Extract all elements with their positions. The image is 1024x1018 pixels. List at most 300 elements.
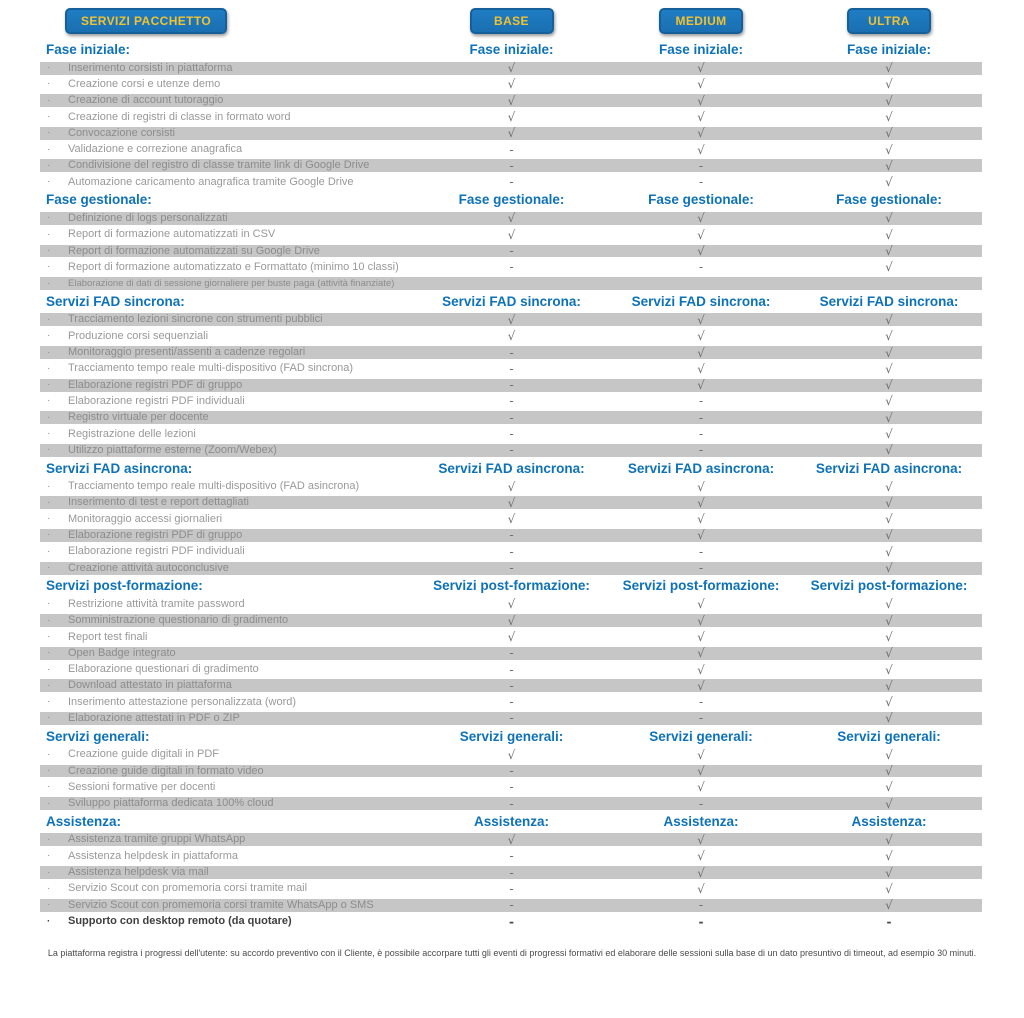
table-row: [40, 93, 982, 109]
service-label-cell: [40, 213, 417, 224]
service-label: Elaborazione attestati in PDF o ZIP: [68, 712, 240, 724]
service-label: Registro virtuale per docente: [68, 412, 209, 424]
bullet-icon: ·: [47, 395, 51, 407]
service-label-cell: [40, 798, 417, 809]
check-mark: √: [697, 211, 705, 226]
section-title: Servizi FAD sincrona:: [442, 293, 581, 309]
table-row: [40, 913, 982, 929]
table-row: [40, 796, 982, 812]
dash-mark: -: [509, 780, 514, 795]
medium-plan-button[interactable]: MEDIUM: [659, 8, 743, 34]
check-mark: √: [507, 479, 516, 494]
service-label-cell: [40, 851, 417, 862]
section-title: Servizi generali:: [459, 728, 564, 744]
service-label-cell: [40, 664, 417, 675]
section-title: Servizi generali:: [837, 728, 941, 744]
check-mark: √: [885, 796, 893, 811]
dash-mark: -: [509, 695, 514, 710]
bullet-icon: ·: [47, 615, 51, 626]
service-label-cell: [40, 363, 417, 374]
check-mark: √: [885, 361, 893, 376]
service-label-cell: [40, 916, 417, 927]
table-row: [40, 426, 982, 442]
table-row: [40, 897, 982, 913]
bullet-icon: ·: [47, 749, 51, 760]
check-mark: √: [885, 410, 893, 425]
bullet-icon: ·: [47, 261, 51, 273]
check-mark: √: [885, 211, 893, 226]
check-mark: √: [697, 227, 705, 242]
section-title: Servizi FAD asincrona:: [438, 460, 585, 476]
section-title: Fase gestionale:: [836, 192, 942, 208]
service-label: Convocazione corsisti: [68, 127, 175, 139]
check-mark: √: [697, 495, 705, 510]
bullet-icon: ·: [47, 176, 51, 188]
service-label: Inserimento corsisti in piattaforma: [68, 62, 233, 74]
check-mark: √: [885, 260, 893, 275]
check-mark: √: [697, 613, 705, 628]
bullet-icon: ·: [47, 497, 51, 508]
dash-mark: -: [698, 175, 704, 190]
check-mark: √: [697, 61, 705, 76]
servizi-pacchetto-button[interactable]: SERVIZI PACCHETTO: [65, 8, 227, 34]
check-mark: √: [507, 747, 516, 762]
check-mark: √: [885, 646, 893, 661]
bullet-icon: ·: [47, 412, 51, 423]
check-mark: √: [885, 126, 893, 141]
bullet-icon: ·: [47, 680, 51, 691]
service-label-cell: [40, 229, 417, 240]
check-mark: √: [697, 110, 705, 125]
check-mark: √: [697, 142, 705, 157]
dash-mark: -: [698, 394, 704, 409]
check-mark: √: [885, 77, 893, 92]
table-row: [40, 678, 982, 694]
table-row: [40, 227, 982, 243]
check-mark: √: [507, 613, 516, 628]
bullet-icon: ·: [47, 513, 51, 525]
dash-mark: -: [509, 394, 514, 409]
section-header-row: [40, 40, 982, 60]
service-label: Assistenza helpdesk in piattaforma: [68, 850, 238, 862]
dash-mark: -: [509, 260, 514, 275]
service-label-cell: [40, 834, 417, 845]
service-label: Validazione e correzione anagrafica: [68, 144, 243, 156]
bullet-icon: ·: [47, 212, 51, 224]
service-label-cell: [40, 79, 417, 90]
table-row: [40, 141, 982, 157]
check-mark: √: [697, 764, 705, 779]
check-mark: √: [885, 93, 893, 108]
service-label: Definizione di logs personalizzati: [68, 212, 228, 224]
section-title: Servizi FAD asincrona:: [627, 460, 775, 476]
check-mark: √: [885, 312, 893, 327]
bullet-icon: ·: [47, 78, 51, 90]
table-row: [40, 613, 982, 629]
service-label: Sessioni formative per docenti: [68, 781, 216, 793]
service-label: Supporto con desktop remoto (da quotare): [68, 916, 292, 927]
check-mark: √: [697, 479, 705, 494]
table-row: [40, 544, 982, 560]
table-row: [40, 312, 982, 328]
check-mark: √: [885, 329, 893, 344]
dash-mark: -: [698, 443, 704, 458]
service-label-cell: [40, 63, 417, 74]
dash-mark: -: [509, 544, 514, 559]
service-label: Creazione di account tutoraggio: [68, 95, 224, 107]
bullet-icon: ·: [47, 363, 51, 374]
check-mark: √: [697, 865, 705, 880]
bullet-icon: ·: [47, 529, 51, 541]
service-label: Tracciamento tempo reale multi-dispositivo (FAD sincrona): [68, 363, 354, 375]
service-label: Elaborazione registri PDF di gruppo: [68, 529, 243, 541]
service-label-cell: [40, 530, 417, 541]
bullet-icon: ·: [47, 765, 51, 777]
service-label-cell: [40, 128, 417, 139]
bullet-icon: ·: [47, 278, 51, 289]
section-title: Servizi post-formazione:: [433, 578, 590, 594]
check-mark: √: [507, 329, 516, 344]
service-label: Elaborazione di dati di sessione giornaliere per buste paga (attività finanziate): [68, 278, 395, 289]
section-title: Servizi FAD sincrona:: [631, 293, 771, 309]
check-mark: √: [507, 512, 516, 527]
service-label: Report di formazione automatizzati su Google Drive: [68, 245, 320, 257]
table-row: [40, 645, 982, 661]
table-row: [40, 243, 982, 259]
table-row: [40, 527, 982, 543]
check-mark: √: [507, 93, 516, 108]
section-title: Servizi generali:: [46, 728, 150, 744]
check-mark: √: [885, 695, 893, 710]
check-mark: √: [885, 764, 893, 779]
check-mark: √: [885, 345, 893, 360]
dash-mark: -: [698, 711, 704, 726]
dash-mark: -: [509, 865, 514, 880]
table-row: [40, 442, 982, 458]
bullet-icon: ·: [47, 647, 51, 659]
bullet-icon: ·: [47, 916, 51, 927]
table-row: [40, 747, 982, 763]
section-title: Fase gestionale:: [458, 192, 565, 208]
bullet-icon: ·: [47, 899, 51, 911]
table-row: [40, 76, 982, 92]
service-label: Creazione guide digitali in PDF: [68, 749, 220, 761]
dash-mark: -: [509, 244, 514, 259]
check-mark: √: [885, 244, 893, 259]
dash-mark: -: [698, 898, 704, 913]
check-mark: √: [507, 211, 516, 226]
service-label: Report di formazione automatizzati in CSV: [68, 229, 276, 241]
section-header-row: [40, 190, 982, 210]
service-label: Servizio Scout con promemoria corsi tramite WhatsApp o SMS: [68, 899, 374, 911]
service-label-cell: [40, 177, 417, 188]
service-label: Utilizzo piattaforme esterne (Zoom/Webex): [68, 444, 277, 456]
table-row: [40, 495, 982, 511]
table-row: [40, 344, 982, 360]
service-label-cell: [40, 412, 417, 423]
bullet-icon: ·: [47, 314, 51, 325]
service-label: Registrazione delle lezioni: [68, 428, 196, 440]
service-label-cell: [40, 900, 417, 911]
bullet-icon: ·: [47, 562, 51, 574]
medium-column-header-cell: [606, 8, 796, 34]
check-mark: √: [885, 443, 893, 458]
dash-mark: -: [509, 914, 514, 929]
check-mark: √: [697, 126, 705, 141]
section-title: Servizi post-formazione:: [622, 578, 780, 594]
check-mark: √: [697, 678, 705, 693]
dash-mark: -: [509, 711, 514, 726]
service-label-cell: [40, 599, 417, 610]
bullet-icon: ·: [47, 712, 51, 724]
check-mark: √: [697, 662, 705, 677]
check-mark: √: [697, 849, 705, 864]
service-label: Elaborazione registri PDF di gruppo: [68, 379, 243, 391]
service-label-cell: [40, 314, 417, 325]
bullet-icon: ·: [47, 696, 51, 708]
dash-mark: -: [698, 410, 704, 425]
dash-mark: -: [509, 764, 514, 779]
service-label: Tracciamento lezioni sincrone con strumenti pubblici: [68, 314, 323, 326]
dash-mark: -: [509, 898, 514, 913]
service-label: Assistenza tramite gruppi WhatsApp: [68, 834, 246, 846]
check-mark: √: [697, 597, 705, 612]
check-mark: √: [507, 110, 516, 125]
check-mark: √: [697, 832, 705, 847]
bullet-icon: ·: [47, 883, 51, 894]
service-label-cell: [40, 749, 417, 760]
service-label: Report test finali: [68, 631, 148, 643]
service-label: Condivisione del registro di classe tramite link di Google Drive: [68, 160, 370, 172]
service-label-cell: [40, 497, 417, 508]
bullet-icon: ·: [47, 546, 51, 557]
check-mark: √: [885, 662, 893, 677]
service-label-cell: [40, 782, 417, 793]
table-row: [40, 174, 982, 190]
bullet-icon: ·: [47, 867, 51, 878]
dash-mark: -: [509, 849, 514, 864]
service-label: Elaborazione registri PDF individuali: [68, 395, 245, 407]
bullet-icon: ·: [47, 781, 51, 793]
service-label-cell: [40, 632, 417, 643]
check-mark: √: [697, 780, 705, 795]
bullet-icon: ·: [47, 95, 51, 106]
table-row: [40, 479, 982, 495]
table-row: [40, 560, 982, 576]
service-label-cell: [40, 563, 417, 574]
section-title: Fase iniziale:: [46, 42, 131, 57]
check-mark: √: [885, 61, 893, 76]
service-label-cell: [40, 680, 417, 691]
service-label: Restrizione attività tramite password: [68, 598, 245, 610]
section-title: Fase iniziale:: [846, 42, 932, 57]
section-header-row: [40, 292, 982, 312]
bullet-icon: ·: [47, 127, 51, 139]
check-mark: √: [507, 126, 516, 141]
check-mark: √: [507, 495, 516, 510]
section-title: Assistenza:: [473, 813, 550, 829]
table-row: [40, 848, 982, 864]
table-row: [40, 779, 982, 795]
check-mark: √: [697, 881, 705, 896]
bullet-icon: ·: [47, 444, 51, 456]
dash-mark: -: [509, 175, 514, 190]
bullet-icon: ·: [47, 160, 51, 171]
table-row: [40, 158, 982, 174]
dash-mark: -: [698, 796, 704, 811]
check-mark: √: [885, 865, 893, 880]
service-label: Inserimento di test e report dettagliati: [68, 497, 249, 509]
service-label: Automazione caricamento anagrafica tramite Google Drive: [68, 176, 354, 188]
section-title: Assistenza:: [46, 813, 122, 829]
service-label: Elaborazione questionari di gradimento: [68, 664, 259, 676]
check-mark: √: [885, 780, 893, 795]
dash-mark: -: [509, 678, 514, 693]
check-mark: √: [697, 345, 705, 360]
service-label-cell: [40, 546, 417, 557]
service-label-cell: [40, 347, 417, 358]
bullet-icon: ·: [47, 111, 51, 123]
check-mark: √: [507, 61, 516, 76]
bullet-icon: ·: [47, 379, 51, 391]
service-label: Creazione attività autoconclusive: [68, 562, 229, 574]
check-mark: √: [697, 77, 705, 92]
section-title: Fase iniziale:: [658, 42, 744, 57]
table-row: [40, 662, 982, 678]
check-mark: √: [507, 832, 516, 847]
dash-mark: -: [509, 443, 514, 458]
table-row: [40, 511, 982, 527]
check-mark: √: [507, 597, 516, 612]
service-label: Open Badge integrato: [68, 647, 176, 659]
check-mark: √: [885, 427, 893, 442]
check-mark: √: [885, 175, 893, 190]
table-row: [40, 60, 982, 76]
check-mark: √: [885, 630, 893, 645]
dash-mark: -: [698, 260, 704, 275]
section-title: Servizi FAD sincrona:: [46, 293, 185, 309]
bullet-icon: ·: [47, 245, 51, 257]
dash-mark: -: [509, 345, 514, 360]
section-header-row: [40, 812, 982, 832]
dash-mark: -: [698, 158, 704, 173]
service-label: Download attestato in piattaforma: [68, 680, 232, 692]
table-row: [40, 377, 982, 393]
service-label: Assistenza helpdesk via mail: [68, 867, 209, 879]
service-label-cell: [40, 112, 417, 123]
service-label-cell: [40, 429, 417, 440]
service-label-cell: [40, 883, 417, 894]
section-title: Servizi FAD asincrona:: [46, 460, 193, 476]
section-title: Assistenza:: [663, 813, 739, 829]
service-label-cell: [40, 160, 417, 171]
check-mark: √: [885, 881, 893, 896]
service-label-cell: [40, 867, 417, 878]
check-mark: √: [697, 512, 705, 527]
dash-mark: -: [698, 561, 704, 576]
service-label: Elaborazione registri PDF individuali: [68, 546, 245, 558]
dash-mark: -: [509, 142, 514, 157]
service-label-cell: [40, 713, 417, 724]
section-title: Servizi post-formazione:: [810, 578, 968, 594]
table-row: [40, 259, 982, 275]
table-row: [40, 596, 982, 612]
service-label-cell: [40, 246, 417, 257]
check-mark: √: [885, 110, 893, 125]
check-mark: √: [697, 329, 705, 344]
check-mark: √: [507, 312, 516, 327]
bullet-icon: ·: [47, 664, 51, 675]
check-mark: √: [885, 378, 893, 393]
check-mark: √: [885, 561, 893, 576]
service-label-cell: [40, 279, 417, 289]
table-row: [40, 763, 982, 779]
service-label: Monitoraggio accessi giornalieri: [68, 513, 223, 525]
table-row: [40, 629, 982, 645]
check-mark: √: [885, 495, 893, 510]
service-label-cell: [40, 766, 417, 777]
table-row: [40, 694, 982, 710]
dash-mark: -: [509, 561, 514, 576]
section-header-row: [40, 727, 982, 747]
service-label-cell: [40, 615, 417, 626]
check-mark: √: [885, 528, 893, 543]
dash-mark: -: [509, 378, 514, 393]
check-mark: √: [885, 711, 893, 726]
service-label-cell: [40, 144, 417, 155]
service-label: Monitoraggio presenti/assenti a cadenze regolari: [68, 347, 306, 358]
dash-mark: -: [698, 695, 704, 710]
table-row: [40, 393, 982, 409]
service-label-cell: [40, 697, 417, 708]
check-mark: √: [507, 630, 516, 645]
check-mark: √: [697, 93, 705, 108]
check-mark: √: [885, 597, 893, 612]
table-row: [40, 710, 982, 726]
table-row: [40, 410, 982, 426]
ultra-plan-button[interactable]: ULTRA: [847, 8, 931, 34]
dash-mark: -: [509, 662, 514, 677]
service-label-cell: [40, 95, 417, 106]
check-mark: √: [697, 646, 705, 661]
dash-mark: -: [698, 914, 704, 929]
dash-mark: -: [509, 796, 514, 811]
service-label-cell: [40, 262, 417, 273]
section-header-row: [40, 576, 982, 596]
service-label-cell: [40, 514, 417, 525]
service-label: Sviluppo piattaforma dedicata 100% cloud: [68, 798, 274, 810]
check-mark: √: [885, 747, 893, 762]
bullet-icon: ·: [47, 850, 51, 862]
base-plan-button[interactable]: BASE: [470, 8, 554, 34]
dash-mark: -: [509, 361, 514, 376]
dash-mark: -: [698, 544, 704, 559]
bullet-icon: ·: [47, 144, 51, 155]
base-column-header-cell: [417, 8, 606, 34]
check-mark: √: [697, 312, 705, 327]
service-label-cell: [40, 481, 417, 492]
check-mark: √: [697, 630, 705, 645]
check-mark: √: [885, 227, 893, 242]
table-row: [40, 832, 982, 848]
dash-mark: -: [886, 914, 892, 929]
check-mark: √: [697, 244, 705, 259]
table-row: [40, 276, 982, 292]
table-body: [40, 40, 982, 930]
section-header-row: [40, 459, 982, 479]
bullet-icon: ·: [47, 798, 51, 809]
check-mark: √: [885, 512, 893, 527]
